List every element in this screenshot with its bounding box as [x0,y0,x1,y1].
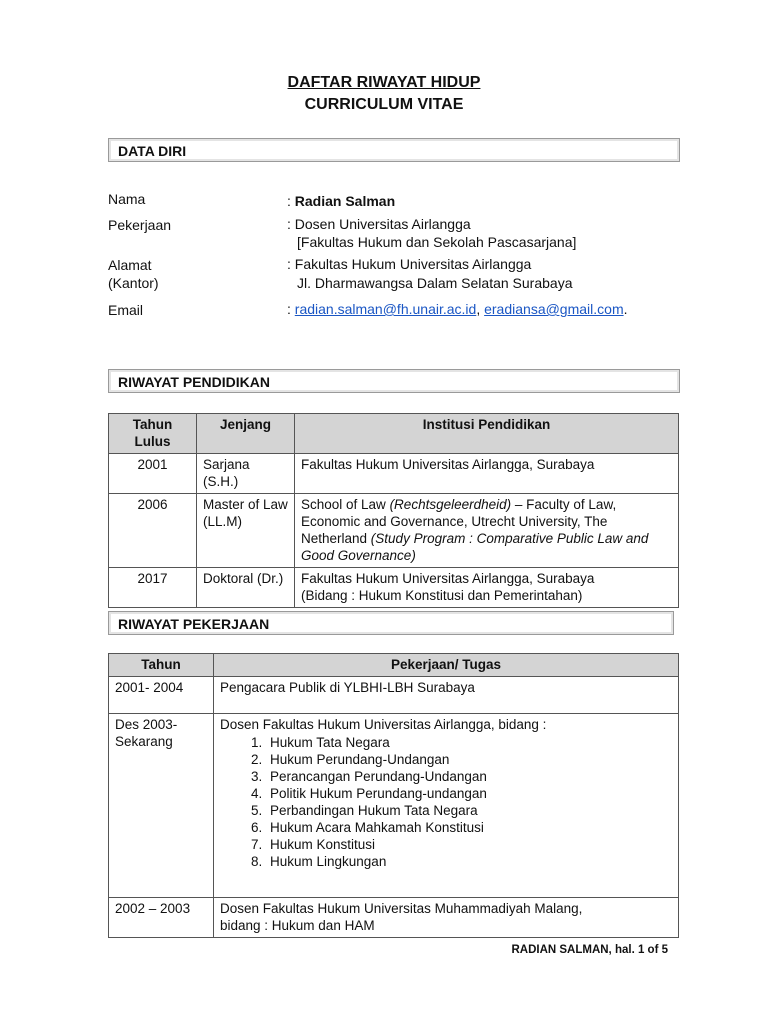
table-row [109,898,679,938]
email-link-1[interactable]: radian.salman@fh.unair.ac.id [294,301,477,317]
table-row [109,677,679,714]
section-heading-data-diri: DATA DIRI [108,138,680,162]
col-tahun: Tahun [109,654,214,677]
list-item: 8. Hukum Lingkungan [266,853,672,870]
cell-tahun: 2006 [109,494,197,568]
table-row [109,568,679,608]
cell-tugas: Dosen Fakultas Hukum Universitas Airlangga, bidang : 1. Hukum Tata Negara 2. Hukum Perundang-Undangan 3. Perancangan Perundang-Undangan 4. Politik Hukum Perundang-undangan 5. Perbandingan Hukum Tata Negara 6. Hukum Acara Mahkamah Konstitusi 7. Hukum Konstitusi 8. Hukum Lingkungan [214,714,679,898]
section-heading-pendidikan: RIWAYAT PENDIDIKAN [108,369,680,393]
cell-jenjang: Sarjana (S.H.) [197,454,295,494]
label-pekerjaan: Pekerjaan [108,217,172,233]
list-item: 4. Politik Hukum Perundang-undangan [266,785,672,802]
page-footer: RADIAN SALMAN, hal. 1 of 5 [511,944,668,956]
email-link-2[interactable]: eradiansa@gmail.com [484,301,624,317]
cell-tugas: Pengacara Publik di YLBHI-LBH Surabaya [214,677,679,714]
value-alamat-detail: Jl. Dharmawangsa Dalam Selatan Surabaya [297,275,573,291]
bidang-list [220,734,672,870]
list-item: 5. Perbandingan Hukum Tata Negara [266,802,672,819]
label-email: Email [108,302,144,318]
table-row [109,494,679,568]
table-row [109,714,679,898]
cell-jenjang: Master of Law (LL.M) [197,494,295,568]
cell-institusi: Fakultas Hukum Universitas Airlangga, Surabaya (Bidang : Hukum Konstitusi dan Pemerintahan) [295,568,679,608]
employment-table [108,653,679,938]
col-jenjang: Jenjang [197,414,295,454]
list-item: 7. Hukum Konstitusi [266,836,672,853]
list-item: 3. Perancangan Perundang-Undangan [266,768,672,785]
cell-tahun: 2017 [109,568,197,608]
page-subtitle: CURRICULUM VITAE [304,96,464,113]
list-item: 2. Hukum Perundang-Undangan [266,751,672,768]
label-alamat: Alamat (Kantor) [108,257,159,291]
col-tugas: Pekerjaan/ Tugas [214,654,679,677]
value-nama: : Radian Salman [287,193,396,209]
value-alamat: : Fakultas Hukum Universitas Airlangga [287,256,532,272]
cell-tugas: Dosen Fakultas Hukum Universitas Muhammadiyah Malang, bidang : Hukum dan HAM [214,898,679,938]
value-email: : radian.salman@fh.unair.ac.id, eradiansa@gmail.com. [287,301,628,317]
col-tahun-lulus: Tahun Lulus [109,414,197,454]
col-institusi: Institusi Pendidikan [295,414,679,454]
table-header-row [109,654,679,677]
cell-tahun: 2002 – 2003 [109,898,214,938]
cell-tahun: 2001 [109,454,197,494]
cell-institusi: School of Law (Rechtsgeleerdheid) – Faculty of Law, Economic and Governance, Utrecht University, The Netherland (Study Program : Comparative Public Law and Good Governance) [295,494,679,568]
list-item: 6. Hukum Acara Mahkamah Konstitusi [266,819,672,836]
list-item: 1. Hukum Tata Negara [266,734,672,751]
value-pekerjaan: : Dosen Universitas Airlangga [287,216,471,232]
education-table [108,413,679,608]
table-row [109,454,679,494]
cell-institusi: Fakultas Hukum Universitas Airlangga, Surabaya [295,454,679,494]
value-pekerjaan-detail: [Fakultas Hukum dan Sekolah Pascasarjana] [297,234,577,250]
table-header-row [109,414,679,454]
label-nama: Nama [108,191,146,207]
page-title: DAFTAR RIWAYAT HIDUP [287,74,481,91]
section-heading-pekerjaan: RIWAYAT PEKERJAAN [108,611,674,635]
cell-jenjang: Doktoral (Dr.) [197,568,295,608]
cell-tahun: 2001- 2004 [109,677,214,714]
cell-tahun: Des 2003- Sekarang [109,714,214,898]
name-value: Radian Salman [294,193,396,209]
